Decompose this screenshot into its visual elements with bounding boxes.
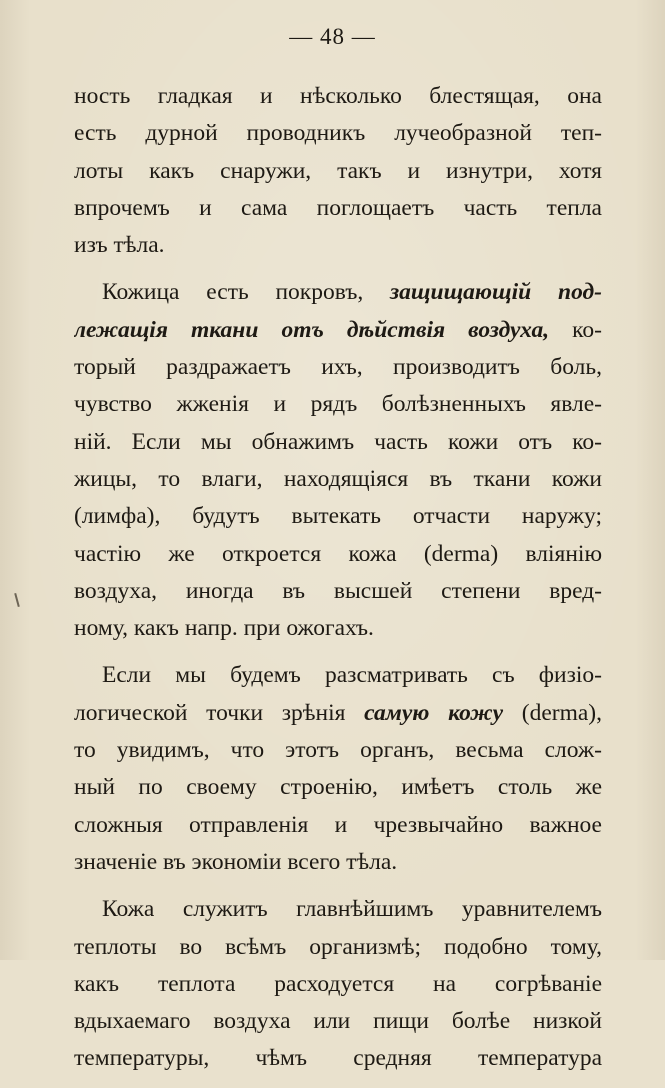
text-line: Кожа служитъ главнѣйшимъ уравнителемъ <box>102 896 602 923</box>
text-line: изъ тѣла. <box>74 232 165 259</box>
text-line: впрочемъ и сама поглощаетъ часть тепла <box>74 194 602 221</box>
text-line: чувство жженія и рядъ болѣзненныхъ явле- <box>74 391 602 418</box>
text-line: вдыхаемаго воздуха или пищи болѣе низкой <box>74 1008 602 1035</box>
page-number: — 48 — <box>289 24 376 49</box>
emphasis-text: защищающій под- <box>390 279 602 306</box>
emphasis-text: лежащія ткани отъ дѣйствія воздуха, <box>74 316 550 343</box>
emphasis-text: самую кожу <box>364 699 504 726</box>
text-run: логической точки зрѣнія <box>74 699 365 726</box>
text-run: ко- <box>549 316 602 343</box>
text-line: ный по своему строенію, имѣетъ столь же <box>74 774 602 801</box>
text-line: ному, какъ напр. при ожогахъ. <box>74 615 374 642</box>
paragraph-1 <box>74 78 602 264</box>
text-line: ній. Если мы обнажимъ часть кожи отъ ко- <box>74 428 602 455</box>
margin-pencil-mark <box>14 593 20 607</box>
text-line: ность гладкая и нѣсколько блестящая, она <box>74 83 602 109</box>
text-line: значеніе въ экономіи всего тѣла. <box>74 848 398 875</box>
text-line: сложныя отправленія и чрезвычайно важное <box>74 811 602 838</box>
text-line <box>74 274 602 311</box>
text-line: лоты какъ снаружи, такъ и изнутри, хотя <box>74 157 602 184</box>
text-line: теплоты во всѣмъ организмѣ; подобно тому, <box>74 933 602 960</box>
text-line: температуры, чѣмъ средняя температура <box>74 1045 602 1072</box>
text-line: Если мы будемъ разсматривать съ физіо- <box>102 662 602 689</box>
text-line: (лимфа), будутъ вытекать отчасти наружу; <box>74 503 602 530</box>
text-line: жицы, то влаги, находящіяся въ ткани кожи <box>74 465 602 492</box>
paragraph-2 <box>74 274 602 647</box>
text-line: какъ теплота расходуется на согрѣваніе <box>74 970 602 997</box>
text-run: (derma), <box>503 699 602 726</box>
text-line: частію же откроется кожа (derma) вліянію <box>74 540 602 567</box>
text-run: Кожица есть покровъ, <box>102 279 391 306</box>
paragraph-4 <box>74 891 602 1077</box>
paragraph-3 <box>74 657 602 881</box>
text-line <box>74 312 602 349</box>
body-text <box>74 78 602 1088</box>
text-line: воздуха, иногда въ высшей степени вред- <box>74 577 602 604</box>
text-line: то увидимъ, что этотъ органъ, весьма слож- <box>74 737 602 764</box>
text-line <box>74 695 602 732</box>
text-line: есть дурной проводникъ лучеобразной теп- <box>74 120 602 147</box>
text-line: торый раздражаетъ ихъ, производитъ боль, <box>74 354 602 381</box>
